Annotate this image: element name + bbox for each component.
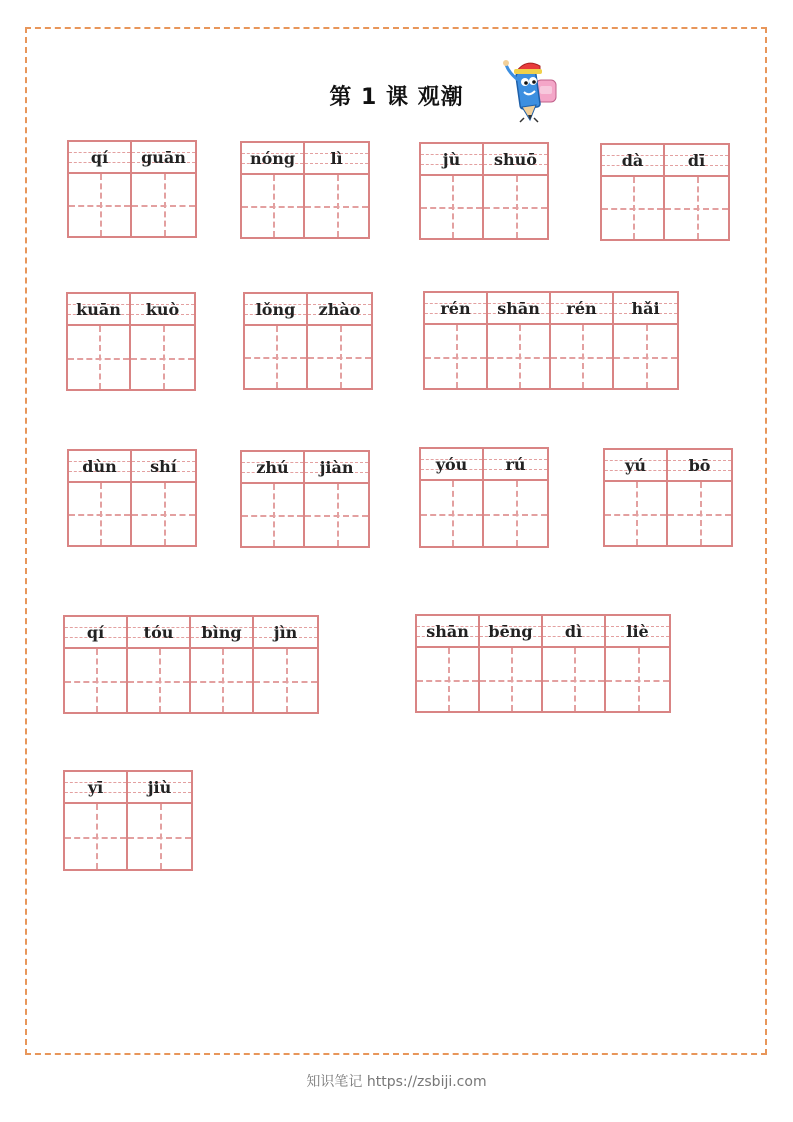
pinyin-row (417, 616, 478, 648)
character-cell[interactable] (421, 449, 484, 546)
word-writing-grid (67, 449, 197, 547)
tianzige-box[interactable] (551, 325, 612, 388)
pinyin-row (551, 293, 612, 325)
character-cell[interactable] (308, 294, 371, 388)
pinyin-label: zhào (318, 299, 361, 319)
character-cell[interactable] (484, 144, 547, 238)
pinyin-row (245, 294, 306, 326)
character-cell[interactable] (551, 293, 614, 388)
pinyin-label: lì (330, 148, 343, 168)
pinyin-label: rén (566, 298, 597, 318)
character-cell[interactable] (132, 142, 195, 236)
pinyin-row (484, 449, 547, 481)
tianzige-box[interactable] (305, 484, 368, 546)
word-writing-grid (423, 291, 679, 390)
character-cell[interactable] (305, 452, 368, 546)
character-cell[interactable] (128, 772, 191, 869)
pinyin-row (128, 617, 189, 649)
tianzige-box[interactable] (69, 174, 130, 236)
character-cell[interactable] (543, 616, 606, 711)
character-cell[interactable] (68, 294, 131, 389)
pinyin-label: bō (688, 455, 711, 475)
character-cell[interactable] (305, 143, 368, 237)
tianzige-box[interactable] (484, 481, 547, 546)
tianzige-box[interactable] (132, 483, 195, 545)
pinyin-label: shuō (494, 149, 537, 169)
pinyin-label: yī (87, 777, 104, 797)
tianzige-box[interactable] (65, 649, 126, 712)
pinyin-row (242, 452, 303, 484)
tianzige-box[interactable] (421, 481, 482, 546)
page-title: 第 1 课 观潮 (329, 85, 464, 110)
word-writing-grid (415, 614, 671, 713)
tianzige-box[interactable] (421, 176, 482, 238)
pinyin-label: hǎi (631, 298, 660, 318)
tianzige-box[interactable] (488, 325, 549, 388)
pencil-mascot-icon (500, 52, 570, 127)
tianzige-box[interactable] (305, 175, 368, 237)
tianzige-box[interactable] (242, 484, 303, 546)
character-cell[interactable] (69, 451, 132, 545)
pinyin-label: jù (442, 149, 461, 169)
character-cell[interactable] (665, 145, 728, 239)
pinyin-label: dà (621, 150, 644, 170)
tianzige-box[interactable] (128, 804, 191, 869)
pinyin-row (128, 772, 191, 804)
character-cell[interactable] (128, 617, 191, 712)
tianzige-box[interactable] (69, 483, 130, 545)
pinyin-label: dī (687, 150, 706, 170)
character-cell[interactable] (417, 616, 480, 711)
pinyin-label: qí (90, 147, 109, 167)
pinyin-label: yóu (435, 454, 468, 474)
pinyin-label: rén (440, 298, 471, 318)
word-writing-grid (66, 292, 196, 391)
tianzige-box[interactable] (606, 648, 669, 711)
pinyin-row (305, 143, 368, 175)
footer-url: 知识笔记 https://zsbiji.com (306, 1074, 487, 1090)
word-writing-grid (63, 770, 193, 871)
pinyin-row (421, 144, 482, 176)
tianzige-box[interactable] (132, 174, 195, 236)
character-cell[interactable] (242, 452, 305, 546)
pinyin-label: jiù (147, 777, 172, 797)
pinyin-row (668, 450, 731, 482)
pinyin-row (65, 772, 126, 804)
pinyin-label: nóng (249, 148, 296, 168)
pinyin-row (614, 293, 677, 325)
pinyin-label: shí (150, 456, 177, 476)
character-cell[interactable] (480, 616, 543, 711)
pinyin-row (308, 294, 371, 326)
pinyin-label: tóu (143, 622, 174, 642)
pinyin-label: qí (86, 622, 105, 642)
character-cell[interactable] (606, 616, 669, 711)
pinyin-row (480, 616, 541, 648)
character-cell[interactable] (421, 144, 484, 238)
character-cell[interactable] (242, 143, 305, 237)
tianzige-box[interactable] (602, 177, 663, 239)
character-cell[interactable] (245, 294, 308, 388)
pinyin-label: jiàn (319, 457, 354, 477)
tianzige-box[interactable] (131, 326, 194, 389)
character-cell[interactable] (191, 617, 254, 712)
pinyin-row (606, 616, 669, 648)
pinyin-row (421, 449, 482, 481)
pinyin-row (132, 142, 195, 174)
character-cell[interactable] (65, 617, 128, 712)
pinyin-row (254, 617, 317, 649)
tianzige-box[interactable] (543, 648, 604, 711)
word-writing-grid (603, 448, 733, 547)
word-writing-grid (67, 140, 197, 238)
word-writing-grid (419, 142, 549, 240)
pinyin-row (665, 145, 728, 177)
pinyin-label: shān (426, 621, 469, 641)
tianzige-box[interactable] (128, 649, 189, 712)
word-writing-grid (600, 143, 730, 241)
character-cell[interactable] (131, 294, 194, 389)
pinyin-row (605, 450, 666, 482)
pinyin-row (484, 144, 547, 176)
tianzige-box[interactable] (665, 177, 728, 239)
pinyin-label: bēng (488, 621, 533, 641)
word-writing-grid (243, 292, 373, 390)
word-writing-grid (240, 450, 370, 548)
pinyin-row (425, 293, 486, 325)
tianzige-box[interactable] (245, 326, 306, 388)
character-cell[interactable] (65, 772, 128, 869)
tianzige-box[interactable] (417, 648, 478, 711)
tianzige-box[interactable] (65, 804, 126, 869)
tianzige-box[interactable] (605, 482, 666, 545)
pinyin-label: guān (141, 147, 186, 167)
word-writing-grid (419, 447, 549, 548)
tianzige-box[interactable] (614, 325, 677, 388)
character-cell[interactable] (605, 450, 668, 545)
character-cell[interactable] (132, 451, 195, 545)
tianzige-box[interactable] (425, 325, 486, 388)
tianzige-box[interactable] (668, 482, 731, 545)
pinyin-row (132, 451, 195, 483)
pinyin-label: lǒng (255, 299, 296, 319)
word-writing-grid (240, 141, 370, 239)
pinyin-row (305, 452, 368, 484)
word-writing-grid (63, 615, 319, 714)
character-cell[interactable] (484, 449, 547, 546)
character-cell[interactable] (614, 293, 677, 388)
pinyin-label: shān (497, 298, 540, 318)
pinyin-label: bìng (201, 622, 242, 642)
pinyin-row (602, 145, 663, 177)
pinyin-row (68, 294, 129, 326)
character-cell[interactable] (602, 145, 665, 239)
character-cell[interactable] (254, 617, 317, 712)
pinyin-row (69, 451, 130, 483)
tianzige-box[interactable] (484, 176, 547, 238)
pinyin-label: kuān (76, 299, 121, 319)
character-cell[interactable] (668, 450, 731, 545)
pinyin-row (65, 617, 126, 649)
tianzige-box[interactable] (191, 649, 252, 712)
pinyin-row (191, 617, 252, 649)
tianzige-box[interactable] (308, 326, 371, 388)
character-cell[interactable] (425, 293, 488, 388)
pinyin-label: kuò (145, 299, 180, 319)
pinyin-row (69, 142, 130, 174)
tianzige-box[interactable] (254, 649, 317, 712)
pinyin-row (543, 616, 604, 648)
pinyin-row (131, 294, 194, 326)
pinyin-row (242, 143, 303, 175)
pinyin-label: rú (505, 454, 526, 474)
tianzige-box[interactable] (68, 326, 129, 389)
tianzige-box[interactable] (480, 648, 541, 711)
pinyin-label: dùn (82, 456, 117, 476)
tianzige-box[interactable] (242, 175, 303, 237)
pinyin-label: liè (626, 621, 649, 641)
character-cell[interactable] (69, 142, 132, 236)
character-cell[interactable] (488, 293, 551, 388)
pinyin-label: jìn (273, 622, 298, 642)
pinyin-label: dì (564, 621, 583, 641)
pinyin-row (488, 293, 549, 325)
pinyin-label: yú (625, 455, 646, 475)
pinyin-label: zhú (256, 457, 289, 477)
